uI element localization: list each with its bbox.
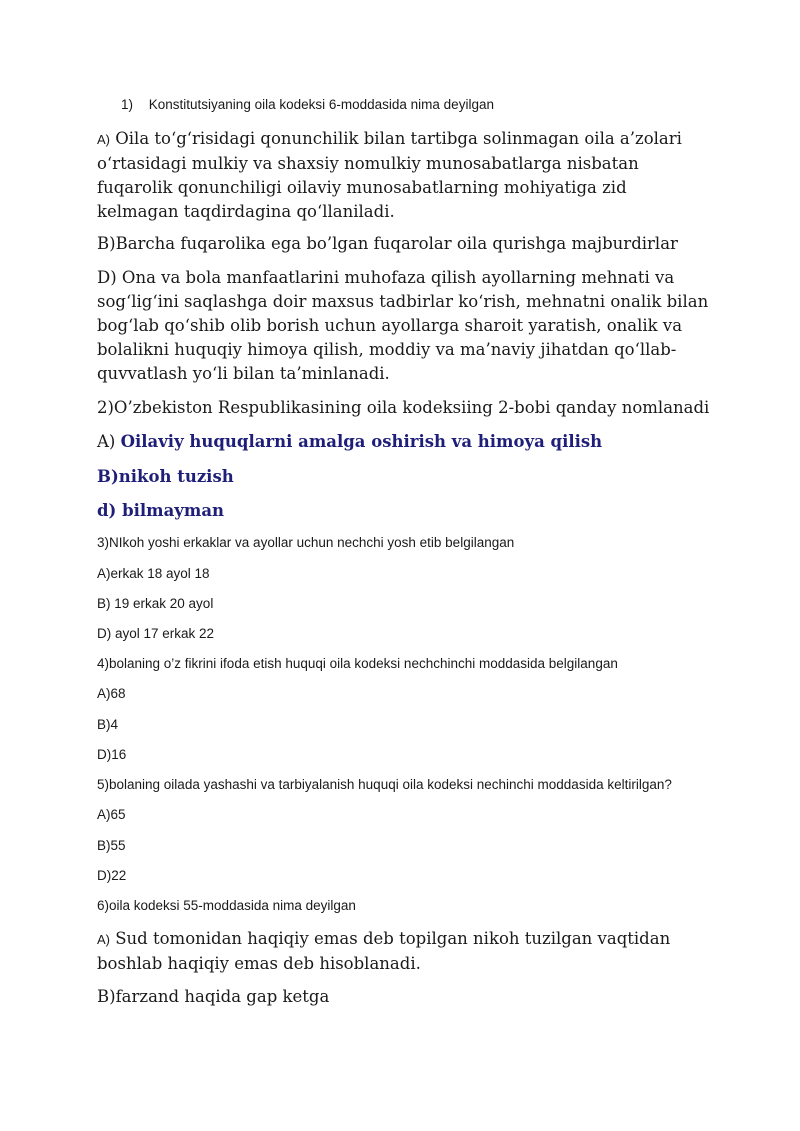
question-3-option-d: D) ayol 17 erkak 22 (97, 626, 215, 641)
option-prefix: A) (97, 132, 110, 147)
option-prefix: A) (97, 432, 121, 451)
question-1-text: Konstitutsiyaning oila kodeksi 6-moddasida nima deyilgan (148, 97, 494, 112)
question-4-text: 4)bolaning o’z fikrini ifoda etish huquqi oila kodeksi nechchinchi moddasida belgilangan (97, 656, 618, 671)
question-6-option-b: B)farzand haqida gap ketga (97, 987, 330, 1006)
question-5-option-a: A)65 (97, 807, 126, 822)
question-6-option-a (97, 927, 712, 976)
question-2-text: 2)O’zbekiston Respublikasining oila kodeksiing 2-bobi qanday nomlanadi (97, 398, 710, 417)
question-2-option-a (97, 430, 712, 454)
option-text: Oila to‘g‘risidagi qonunchilik bilan tartibga solinmagan oila a’zolari o‘rtasidagi mulkiy va shaxsiy nomulkiy munosabatlarga nisbatan fuqarolik qonunchiligi oilaviy munosabatlarning mohiyatiga zid kelmagan taqdirdagina qo‘llaniladi. (97, 129, 682, 221)
question-4-option-d: D)16 (97, 747, 127, 762)
question-5-text: 5)bolaning oilada yashashi va tarbiyalanish huquqi oila kodeksi nechinchi moddasida keltirilgan? (97, 777, 672, 792)
question-3-option-b: B) 19 erkak 20 ayol (97, 596, 214, 611)
question-3-option-a: A)erkak 18 ayol 18 (97, 566, 210, 581)
question-1-option-b: B)Barcha fuqarolika ega bo’lgan fuqarolar oila qurishga majburdirlar (97, 234, 678, 253)
option-text: Sud tomonidan haqiqiy emas deb topilgan nikoh tuzilgan vaqtidan boshlab haqiqiy emas deb hisoblanadi. (97, 929, 671, 973)
option-prefix: A) (97, 932, 110, 947)
question-6-text: 6)oila kodeksi 55-moddasida nima deyilgan (97, 898, 356, 913)
question-4-option-b: B)4 (97, 717, 119, 732)
option-text: Oilaviy huquqlarni amalga oshirish va himoya qilish (120, 432, 603, 451)
question-1-option-d: D) Ona va bola manfaatlarini muhofaza qilish ayollarning mehnati va sog‘lig‘ini saqlashga doir maxsus tadbirlar ko‘rish, mehnatni onalik bilan bog‘lab qo‘shib olib borish uchun ayollarga sharoit yaratish, onalik va bolalikni huquqiy himoya qilish, moddiy va ma’naviy jihatdan qo‘llab-quvvatlash yo‘li bilan ta’minlanadi. (97, 268, 709, 383)
question-1-heading (121, 96, 494, 114)
question-5-option-d: D)22 (97, 868, 127, 883)
question-2-option-d: d) bilmayman (97, 501, 225, 520)
question-4-option-a: A)68 (97, 686, 126, 701)
question-3-text: 3)NIkoh yoshi erkaklar va ayollar uchun nechchi yosh etib belgilangan (97, 535, 515, 550)
question-1-option-a (97, 127, 712, 224)
question-1-number: 1) (121, 97, 134, 112)
question-5-option-b: B)55 (97, 838, 126, 853)
question-2-option-b: B)nikoh tuzish (97, 467, 234, 486)
